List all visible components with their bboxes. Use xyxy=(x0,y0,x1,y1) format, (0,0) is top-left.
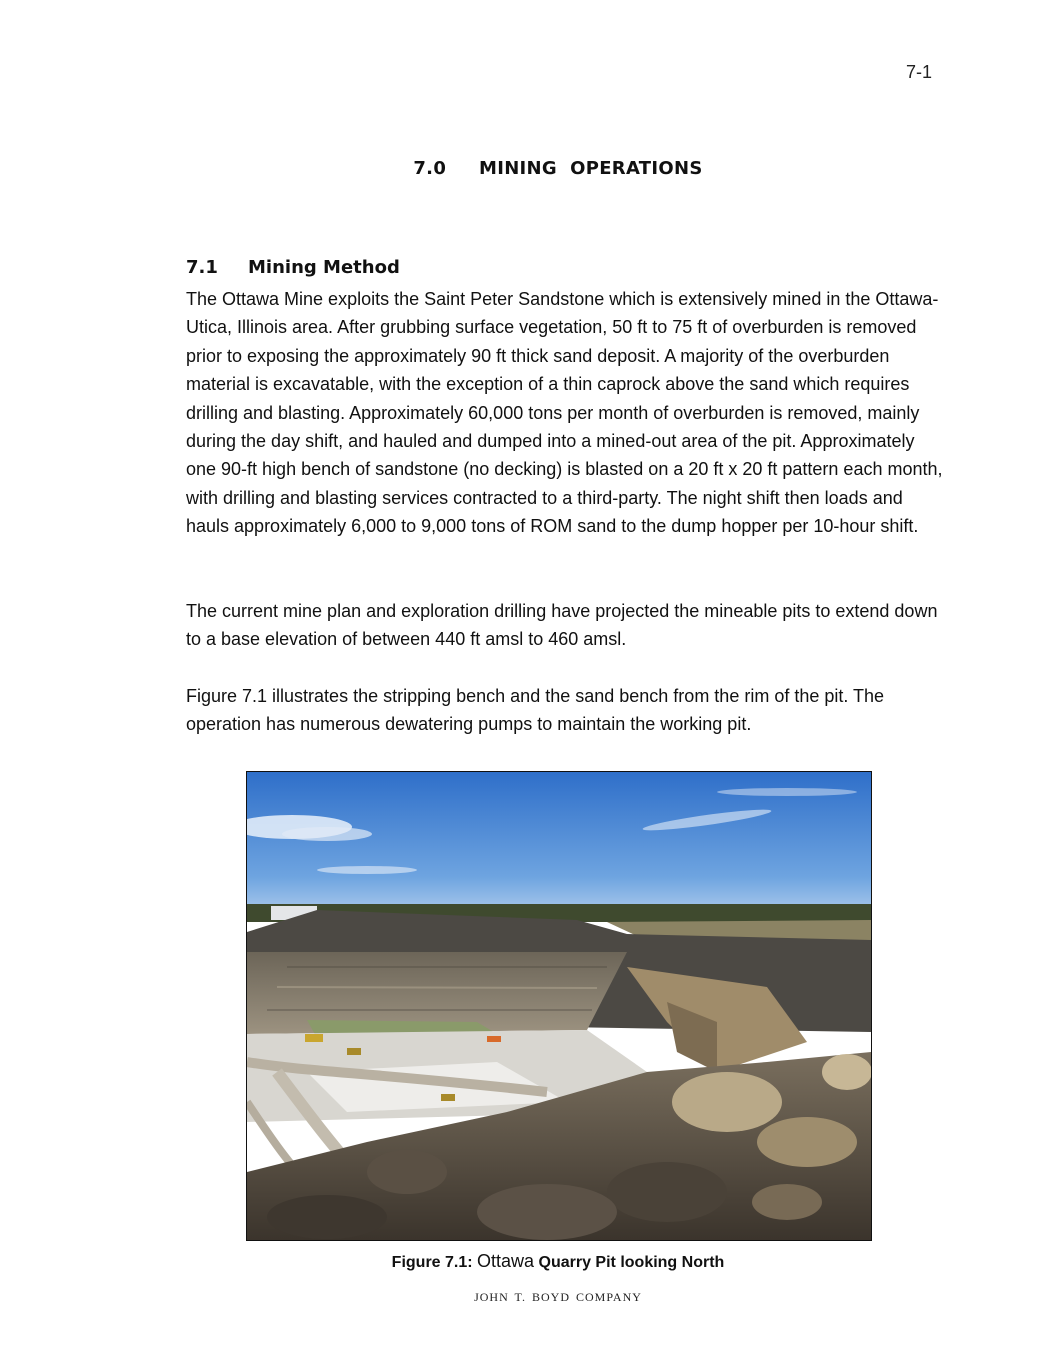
section-number: 7.1 xyxy=(186,257,218,278)
page-number: 7-1 xyxy=(905,62,932,82)
paragraph-mining-method: The Ottawa Mine exploits the Saint Peter Sandstone which is extensively mined in the Ottawa-Utica, Illinois area. After grubbing surface vegetation, 50 ft to 75 ft of overburden is removed prior to exposing the approximately 90 ft thick sand deposit. A majority of the overburden material is excavatable, with the exception of a thin caprock above the sand which requires drilling and blasting. Approximately 60,000 tons per month of overburden is removed, mainly during the day shift, and hauled and dumped into a mined-out area of the pit. Approximately one 90-ft high bench of sandstone (no decking) is blasted on a 20 ft x 20 ft pattern each month, with drilling and blasting services contracted to a third-party. The night shift then loads and hauls approximately 6,000 to 9,000 tons of ROM sand to the dump hopper per 10-hour shift. xyxy=(186,289,943,537)
paragraph-figure-intro: Figure 7.1 illustrates the stripping bench and the sand bench from the rim of the pit. The operation has numerous dewatering pumps to maintain the working pit. xyxy=(186,686,885,735)
section-heading xyxy=(186,257,400,278)
figure-caption xyxy=(0,1251,1055,1272)
footer-company: JOHN T. BOYD COMPANY xyxy=(474,1290,642,1304)
caption-text: Quarry Pit looking North xyxy=(538,1254,725,1271)
caption-word: Ottawa xyxy=(477,1251,535,1271)
section-title: Mining Method xyxy=(248,257,400,278)
paragraph-mine-plan: The current mine plan and exploration drilling have projected the mineable pits to extend down to a base elevation of between 440 ft amsl to 460 amsl. xyxy=(186,601,938,650)
chapter-title: 7.0 MINING OPERATIONS xyxy=(413,158,703,179)
caption-label: Figure 7.1: xyxy=(391,1254,473,1271)
quarry-pit-photo xyxy=(246,771,872,1241)
